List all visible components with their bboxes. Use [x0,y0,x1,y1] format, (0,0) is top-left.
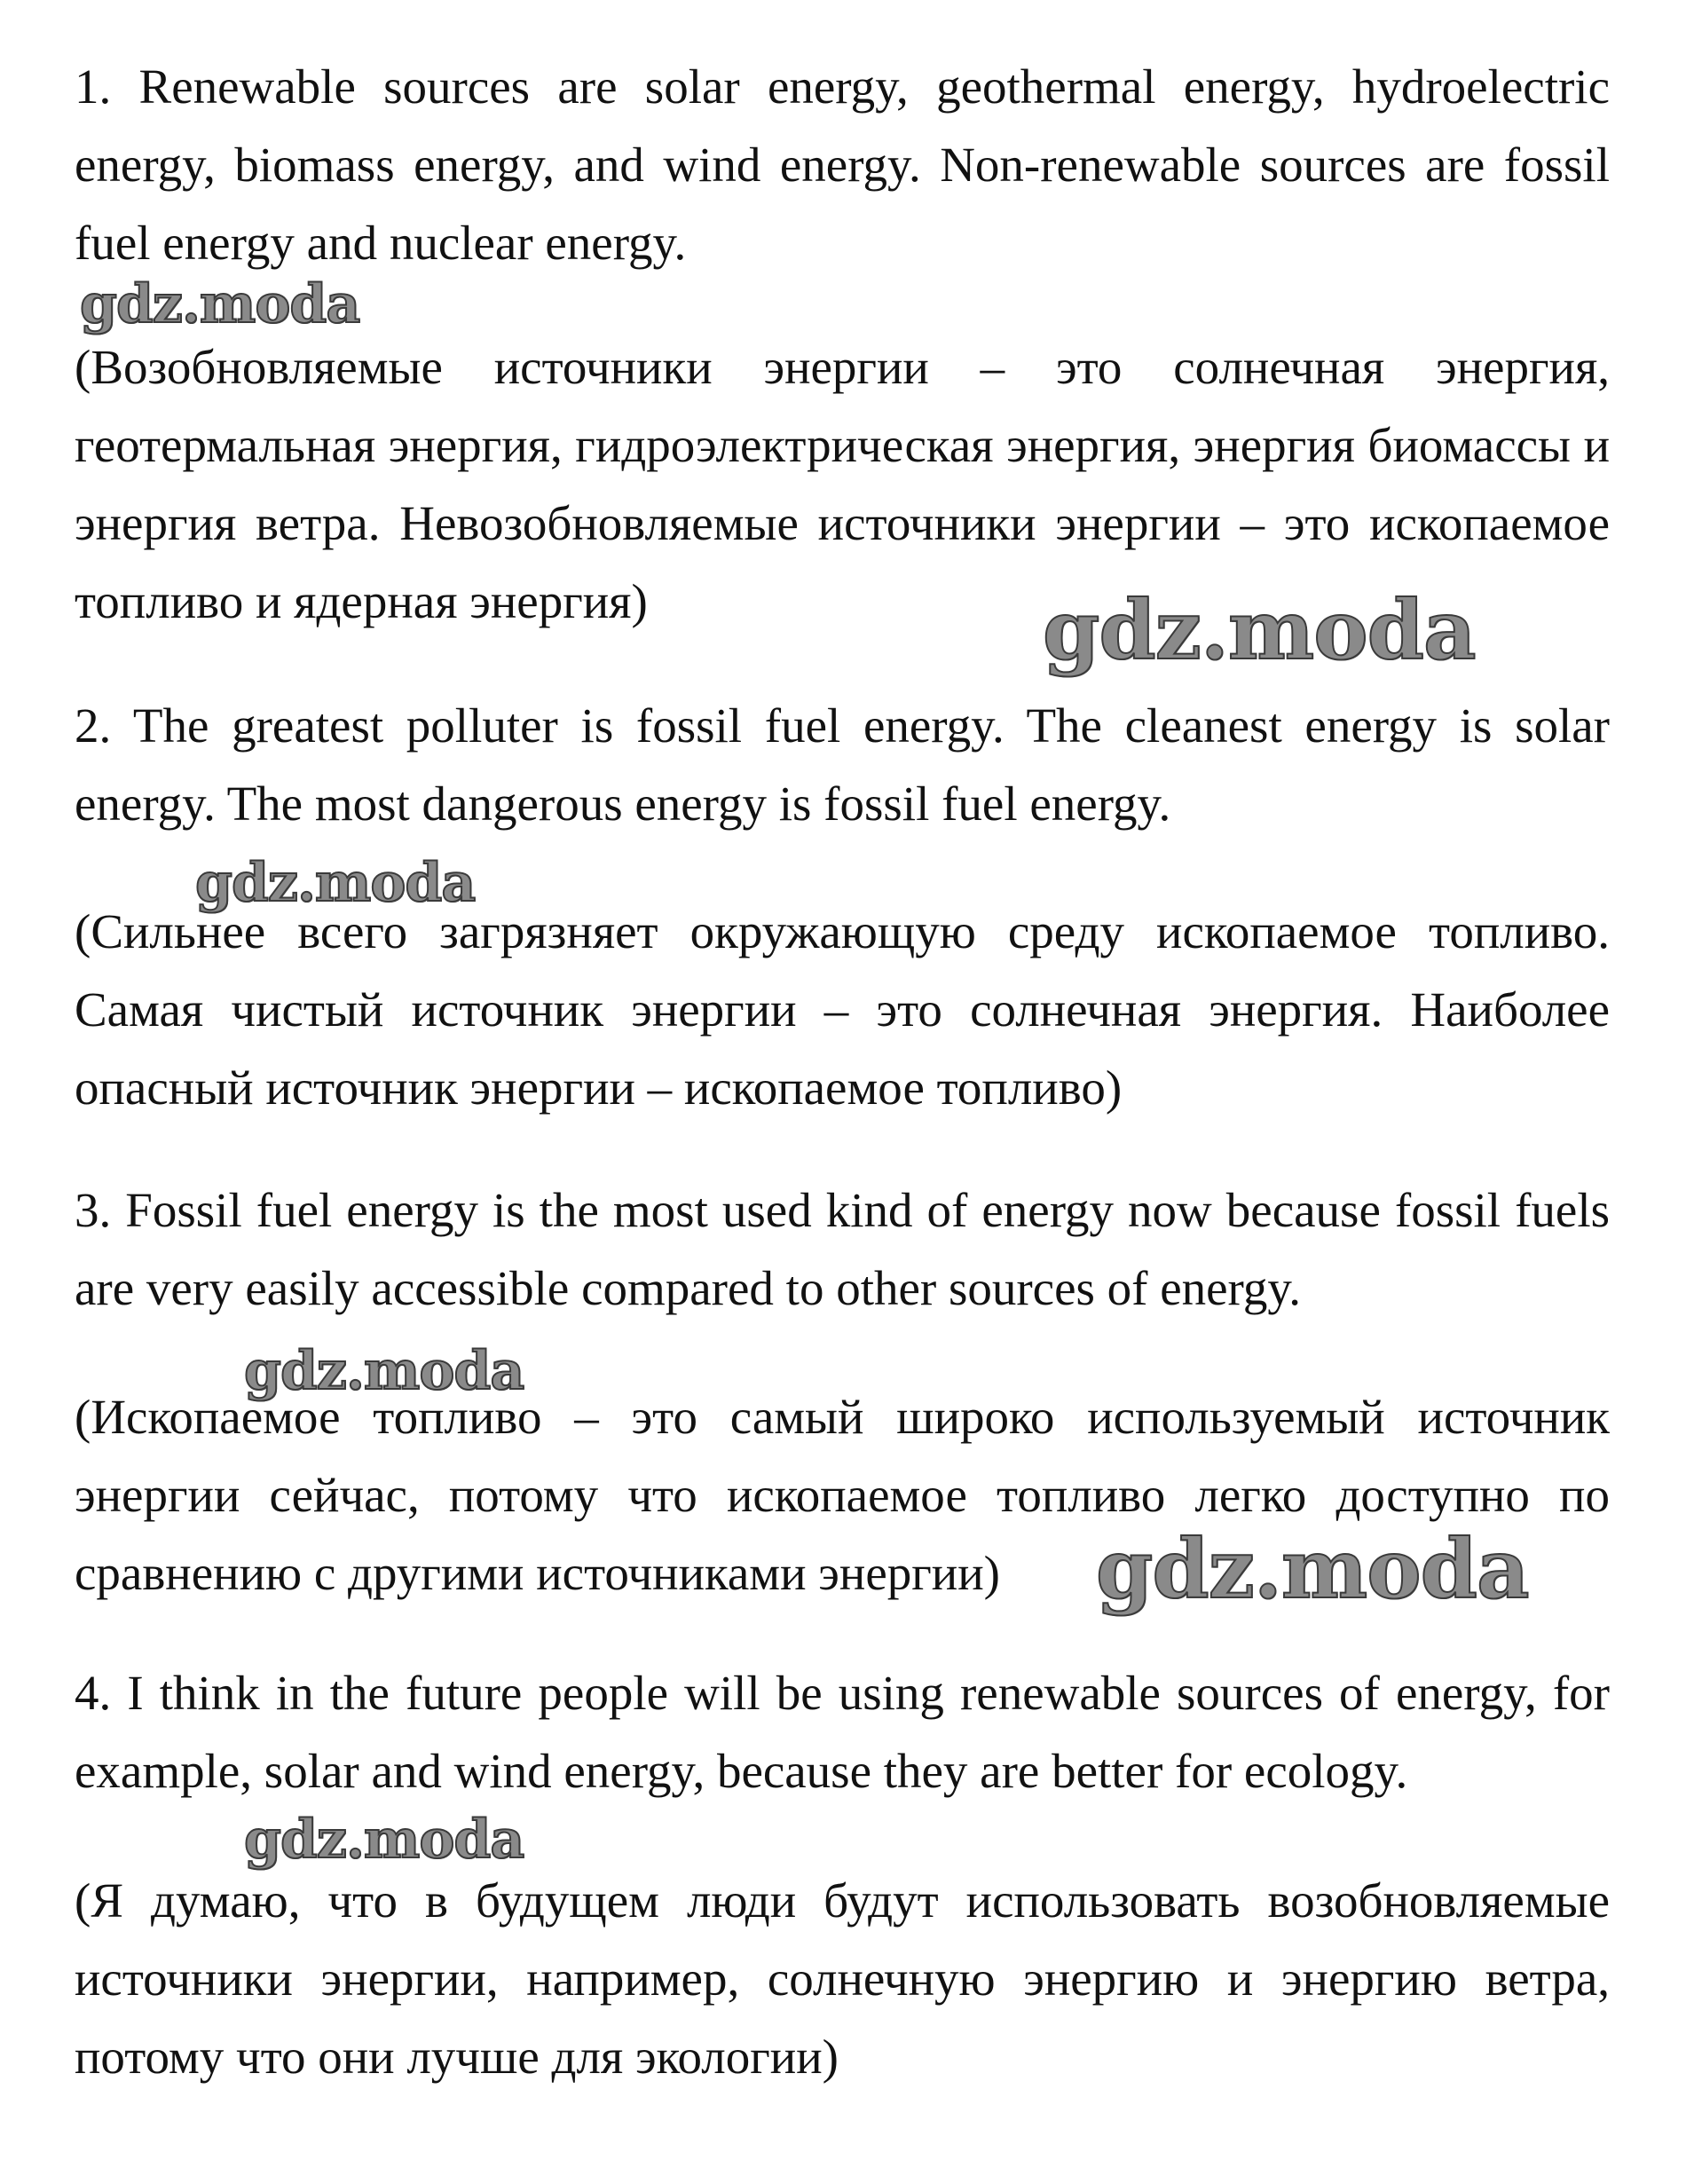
watermark: gdz.moda [195,852,476,914]
watermark: gdz.moda [244,1809,524,1871]
answer-2-russian: (Сильнее всего загрязняет окружающую среду ископаемое топливо. Самая чистый источник энергии – это солнечная энергия. Наиболее опасный источник энергии – ископаемое топливо) [75,904,1610,1115]
watermark: gdz.moda [244,1340,524,1402]
answer-4-english: 4. I think in the future people will be using renewable sources of energy, for example, solar and wind energy, because they are better for ecology. [75,1666,1610,1798]
answer-3-english: 3. Fossil fuel energy is the most used kind of energy now because fossil fuels are very easily accessible compared to other sources of energy. [75,1183,1610,1315]
answer-3-russian: (Ископаемое топливо – это самый широко используемый источник энергии сейчас, потому что ископаемое топливо легко доступно по сравнению с другими источниками энергии) [75,1390,1610,1600]
answer-4-russian: (Я думаю, что в будущем люди будут использовать возобновляемые источники энергии, например, солнечную энергию и энергию ветра, потому что они лучше для экологии) [75,1873,1610,2084]
watermark: gdz.moda [80,273,360,335]
answer-2-english: 2. The greatest polluter is fossil fuel energy. The cleanest energy is solar energy. The most dangerous energy is fossil fuel energy. [75,698,1610,831]
watermark: gdz.moda [1043,582,1476,678]
watermark: gdz.moda [1096,1521,1529,1617]
answer-1-english: 1. Renewable sources are solar energy, geothermal energy, hydroelectric energy, biomass energy, and wind energy. Non-renewable sources are fossil fuel energy and nuclear energy. [75,59,1610,270]
answer-1-russian: (Возобновляемые источники энергии – это солнечная энергия, геотермальная энергия, гидроэлектрическая энергия, энергия биомассы и энергия ветра. Невозобновляемые источники энергии – это ископаемое топливо и ядерная энергия) [75,340,1610,628]
